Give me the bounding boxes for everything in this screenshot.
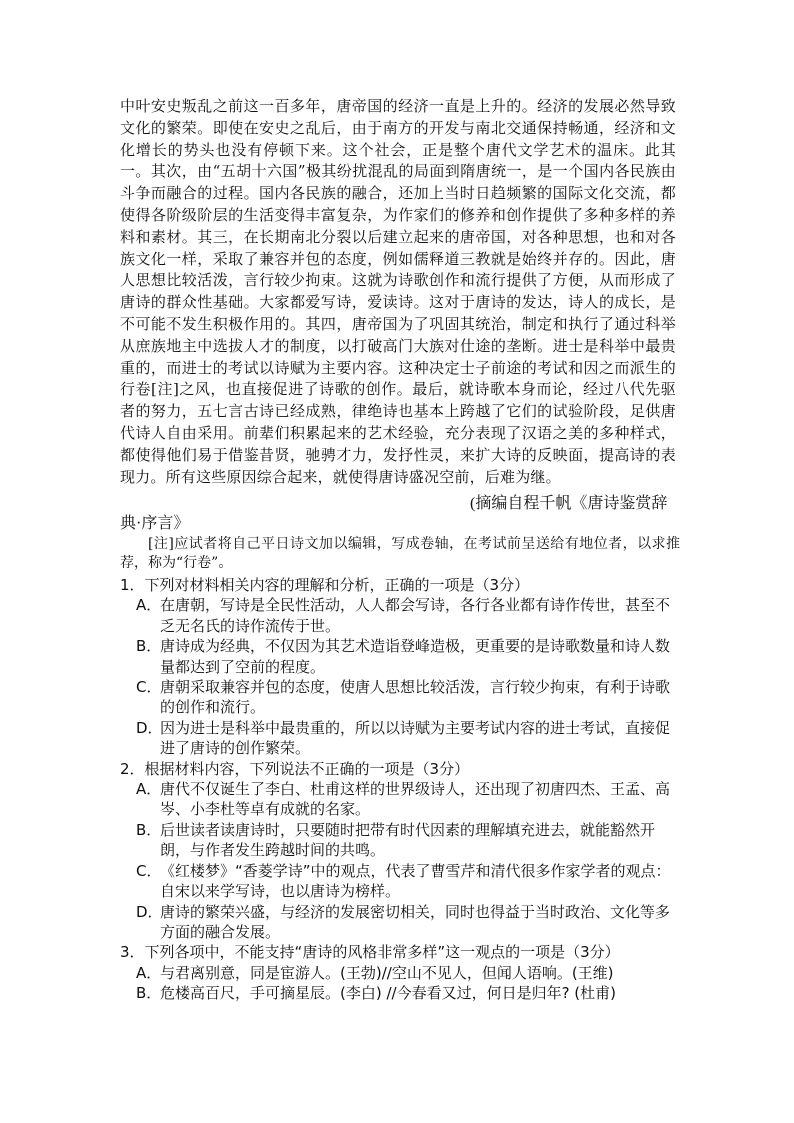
option-b[interactable] xyxy=(120,983,680,1003)
option-text: 因为进士是科举中最贵重的，所以以诗赋为主要考试内容的进士考试，直接促进了唐诗的创作繁荣。 xyxy=(160,718,671,758)
option-letter: D． xyxy=(136,902,163,921)
option-c[interactable] xyxy=(120,677,680,718)
option-a[interactable] xyxy=(120,595,680,636)
option-a[interactable] xyxy=(120,963,680,983)
option-text: 唐朝采取兼容并包的态度，使唐人思想比较活泼，言行较少拘束，有利于诗歌的创作和流行。 xyxy=(160,678,671,717)
source-citation-line2: 典·序言》 xyxy=(120,515,190,532)
question-stem: 2．根据材料内容，下列说法不正确的一项是（3分） xyxy=(120,759,470,778)
question-3 xyxy=(120,942,680,1003)
option-letter: C． xyxy=(136,861,162,880)
passage-text: 中叶安史叛乱之前这一百多年，唐帝国的经济一直是上升的。经济的发展必然导致文化的繁荣。即使在安史之乱后，由于南方的开发与南北交通保持畅通，经济和文化增长的势头也没有停顿下来。这个社会，正是整个唐代文学艺术的温床。此其一。其次，由“五胡十六国”极其纷扰混乱的局面到隋唐统一，是一个国内各民族由斗争而融合的过程。国内各民族的融合，还加上当时日趋频繁的国际文化交流，都使得各阶级阶层的生活变得丰富复杂，为作家们的修养和创作提供了多种多样的养料和素材。其三，在长期南北分裂以后建立起来的唐帝国，对各种思想，也和对各族文化一样，采取了兼容并包的态度，例如儒释道三教就是始终并存的。因此，唐人思想比较活泼，言行较少拘束。这就为诗歌创作和流行提供了方便，从而形成了唐诗的群众性基础。大家都爱写诗，爱读诗。这对于唐诗的发达，诗人的成长，是不可能不发生积极作用的。其四，唐帝国为了巩固其统治，制定和执行了通过科举从庶族地主中选拔人才的制度，以打破高门大族对仕途的垄断。进士是科举中最贵重的，而进士的考试以诗赋为主要内容。这种决定士子前途的考试和因之而派生的行卷[注]之风，也直接促进了诗歌的创作。最后，就诗歌本身而论，经过八代先驱者的努力，五七言古诗已经成熟，律绝诗也基本上跨越了它们的试验阶段，足供唐代诗人自由采用。前辈们积累起来的艺术经验，充分表现了汉语之美的多种样式，都使得他们易于借鉴昔贤，驰骋才力，发抒性灵，来扩大诗的反映面，提高诗的表现力。所有这些原因综合起来，就使得唐诗盛况空前，后难为继。 xyxy=(120,97,676,486)
option-text: 唐代不仅诞生了李白、杜甫这样的世界级诗人，还出现了初唐四杰、王孟、高岑、小李杜等卓有成就的名家。 xyxy=(160,780,671,819)
option-letter: B． xyxy=(136,984,162,1003)
option-letter: A． xyxy=(136,780,162,799)
question-stem: 3．下列各项中，不能支持“唐诗的风格非常多样”这一观点的一项是（3分） xyxy=(120,943,620,962)
question-1 xyxy=(120,575,680,759)
option-letter: A． xyxy=(136,963,162,982)
option-letter: C． xyxy=(136,678,162,697)
option-text: 唐诗的繁荣兴盛，与经济的发展密切相关，同时也得益于当时政治、文化等多方面的融合发展。 xyxy=(160,902,671,941)
option-letter: B． xyxy=(136,820,162,839)
source-citation-line1: (摘编自程千帆《唐诗鉴赏辞 xyxy=(470,495,668,512)
option-b[interactable] xyxy=(120,820,680,861)
option-a[interactable] xyxy=(120,779,680,820)
question-2 xyxy=(120,759,680,943)
questions-section xyxy=(120,575,680,1004)
option-text: 《红楼梦》“香菱学诗”中的观点，代表了曹雪芹和清代很多作家学者的观点：自宋以来学写诗，也以唐诗为榜样。 xyxy=(160,861,671,901)
option-d[interactable] xyxy=(120,718,680,759)
question-stem: 1．下列对材料相关内容的理解和分析，正确的一项是（3分） xyxy=(120,576,530,594)
option-letter: A． xyxy=(136,596,162,615)
option-text: 在唐朝，写诗是全民性活动，人人都会写诗，各行各业都有诗作传世，甚至不乏无名氏的诗作流传于世。 xyxy=(160,596,671,635)
option-text: 危楼高百尺，手可摘星辰。(李白) //今春看又过，何日是归年? (杜甫) xyxy=(160,984,617,1003)
option-text: 与君离别意，同是宦游人。(王勃)//空山不见人，但闻人语响。(王维) xyxy=(160,963,614,982)
option-d[interactable] xyxy=(120,902,680,943)
footnote: [注]应试者将自己平日诗文加以编辑，写成卷轴，在考试前呈送给有地位者，以求推荐，称为“行卷”。 xyxy=(120,536,680,571)
option-text: 唐诗成为经典，不仅因为其艺术造诣登峰造极，更重要的是诗歌数量和诗人数量都达到了空前的程度。 xyxy=(160,637,671,676)
option-text: 后世读者读唐诗时，只要随时把带有时代因素的理解填充进去，就能豁然开朗，与作者发生跨越时间的共鸣。 xyxy=(160,820,656,860)
option-b[interactable] xyxy=(120,636,680,677)
option-letter: B． xyxy=(136,637,162,656)
option-c[interactable] xyxy=(120,861,680,902)
option-letter: D． xyxy=(136,718,163,737)
